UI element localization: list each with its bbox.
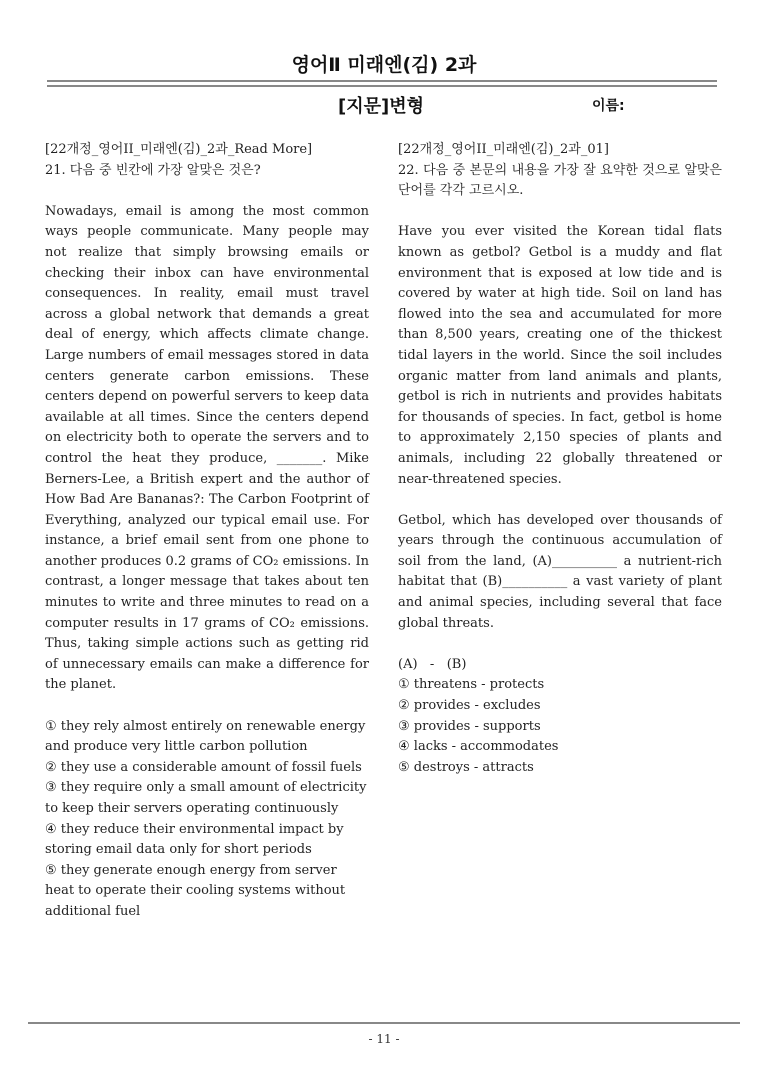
question-22-option-3: ③ provides - supports: [398, 718, 541, 734]
name-label: 이름:: [592, 98, 625, 114]
question-21-option-2: ② they use a considerable amount of fossil fuels: [45, 759, 362, 775]
question-22-passage: Have you ever visited the Korean tidal flats known as getbol? Getbol is a muddy and flat environment that is exposed at low tide and is covered by water at high tide. Soil on land has flowed into the sea and accumulated for more than 8,500 years, creating one of the thickest tidal layers in the world. Since the soil includes organic matter from land animals and plants, getbol is rich in nutrients and provides habitats for thousands of species. In fact, getbol is home to approximately 2,150 species of plants and animals, including 22 globally threatened or near-threatened species.: [398, 224, 722, 487]
left-column: [45, 140, 369, 923]
question-22-option-4: ④ lacks - accommodates: [398, 739, 559, 755]
question-21-source: [22개정_영어II_미래엔(김)_2과_Read More]: [45, 142, 313, 157]
question-22-summary: Getbol, which has developed over thousands of years through the continuous accumulation of soil from the land, (A)__________ a nutrient-rich habitat that (B)__________ a vast variety of plant and animal species, including several that face global threats.: [398, 512, 722, 631]
question-22-prompt: 22. 다음 중 본문의 내용을 가장 잘 요약한 것으로 알맞은 단어를 각각 고르시오.: [398, 162, 722, 199]
question-22-option-1: ① threatens - protects: [398, 677, 545, 693]
question-22-source: [22개정_영어II_미래엔(김)_2과_01]: [398, 142, 609, 157]
question-22-answer-header: (A) - (B): [398, 656, 467, 672]
question-22-option-5: ⑤ destroys - attracts: [398, 759, 534, 775]
footer-divider: [28, 1022, 740, 1024]
header-divider: [47, 80, 717, 87]
question-22-option-2: ② provides - excludes: [398, 698, 541, 714]
question-21-option-3: ③ they require only a small amount of electricity to keep their servers operating continuously: [45, 780, 367, 816]
right-column: [398, 140, 722, 778]
question-21-prompt: 21. 다음 중 빈칸에 가장 알맞은 것은?: [45, 162, 261, 178]
page-title: 영어Ⅱ 미래엔(김) 2과: [291, 54, 477, 76]
question-21-option-4: ④ they reduce their environmental impact by storing email data only for short periods: [45, 821, 344, 858]
question-21-option-1: ① they rely almost entirely on renewable energy and produce very little carbon pollution: [45, 718, 366, 755]
question-21-option-5: ⑤ they generate enough energy from server heat to operate their cooling systems without additional fuel: [45, 862, 346, 919]
page-subtitle: [지문]변형: [338, 96, 425, 117]
page-number: - 11 -: [368, 1032, 400, 1046]
question-21-passage: Nowadays, email is among the most common ways people communicate. Many people may not realize that simply browsing emails or checking their inbox can have environmental consequences. In reality, email must travel across a global network that demands a great deal of energy, which affects climate change. Large numbers of email messages stored in data centers generate carbon emissions. These centers depend on powerful servers to keep data available at all times. Since the centers depend on electricity both to operate the servers and to control the heat they produce, _______. Mike Berners-Lee, a British expert and the author of How Bad Are Bananas?: The Carbon Footprint of Everything, analyzed our typical email use. For instance, a brief email sent from one phone to another produces 0.2 grams of CO₂ emissions. In contrast, a longer message that takes about ten minutes to write and three minutes to read on a computer results in 17 grams of CO₂ emissions. Thus, taking simple actions such as getting rid of unnecessary emails can make a difference for the planet.: [45, 203, 369, 693]
